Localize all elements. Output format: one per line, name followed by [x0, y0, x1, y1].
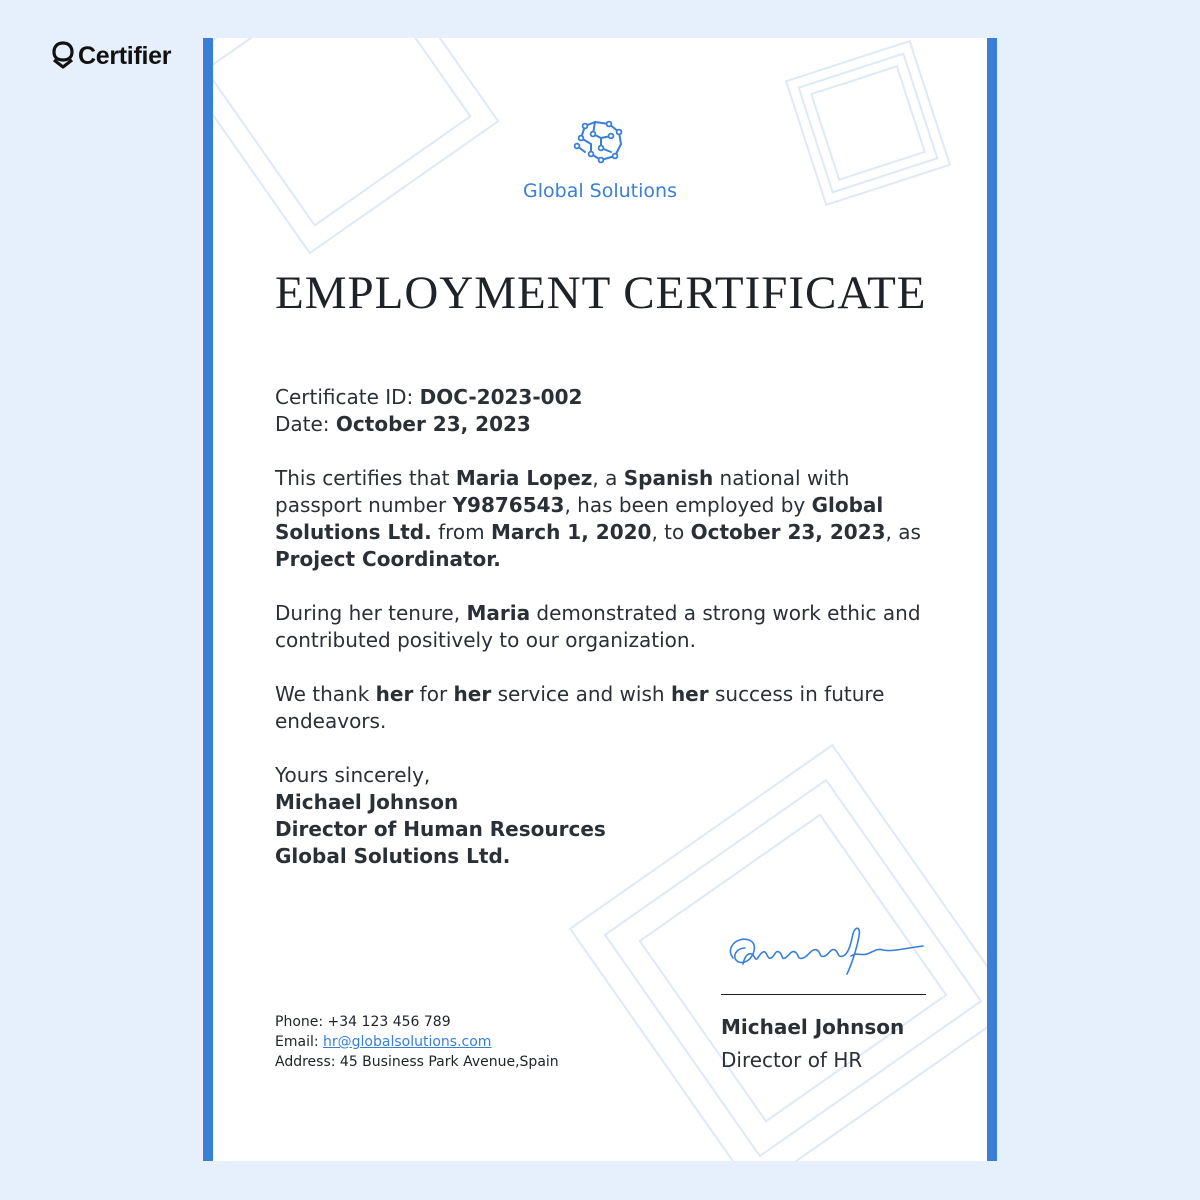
certificate-id: DOC-2023-002 — [419, 385, 583, 409]
company-name: Global Solutions — [523, 180, 677, 202]
signer-role: Director of Human Resources — [275, 817, 606, 841]
contact-phone: Phone: +34 123 456 789 — [275, 1014, 451, 1030]
certifier-logo-icon — [52, 40, 74, 72]
company-logo — [203, 118, 997, 202]
certificate-date-line: Date: October 23, 2023 — [275, 412, 531, 436]
certificate-body — [275, 384, 935, 870]
certificate-id-line: Certificate ID: DOC-2023-002 — [275, 385, 583, 409]
certificate-title: EMPLOYMENT CERTIFICATE — [275, 267, 927, 319]
contact-address: Address: 45 Business Park Avenue,Spain — [275, 1054, 559, 1070]
certifier-brand-name: Certifier — [78, 41, 172, 70]
tenure-paragraph: During her tenure, Maria demonstrated a strong work ethic and contributed positively to our organization. — [275, 601, 921, 652]
left-accent-bar — [203, 38, 213, 1161]
thanks-paragraph: We thank her for her service and wish her success in future endeavors. — [275, 682, 885, 733]
certificate-sheet — [203, 38, 997, 1161]
signature-block — [721, 918, 926, 1072]
signer-name: Michael Johnson — [275, 790, 459, 814]
handwritten-signature — [721, 918, 926, 988]
employment-paragraph: This certifies that Maria Lopez, a Spanish national with passport number Y9876543, has been employed by Global Solutions Ltd. from March 1, 2020, to October 23, 2023, as Project Coordinator. — [275, 466, 921, 571]
email-link[interactable]: hr@globalsolutions.com — [323, 1034, 492, 1050]
signer-company: Global Solutions Ltd. — [275, 844, 511, 868]
signature-line — [721, 994, 926, 995]
circuit-cube-icon — [571, 118, 629, 172]
right-accent-bar — [987, 38, 997, 1161]
closing-line: Yours sincerely, — [275, 763, 431, 787]
signature-title: Director of HR — [721, 1048, 863, 1072]
signature-name: Michael Johnson — [721, 1015, 905, 1039]
certifier-brand[interactable] — [52, 40, 171, 72]
contact-info — [275, 1012, 559, 1072]
contact-email: Email: hr@globalsolutions.com — [275, 1034, 492, 1050]
certificate-date: October 23, 2023 — [335, 412, 531, 436]
